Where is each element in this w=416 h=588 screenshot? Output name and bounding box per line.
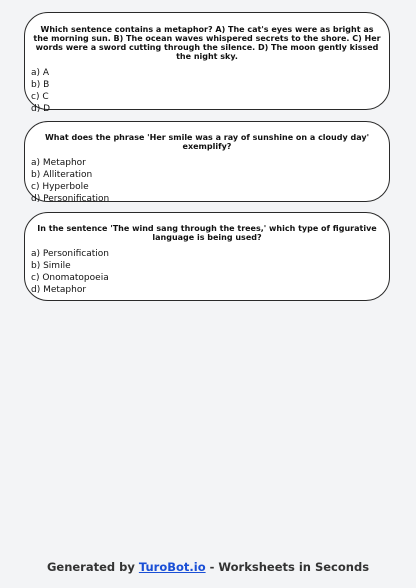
- answer-option-d: d) Personification: [31, 194, 110, 204]
- question-card-1: [24, 12, 390, 114]
- answer-option-d: d) D: [31, 104, 51, 114]
- answer-option-c: c) Hyperbole: [31, 182, 89, 192]
- question-card-3: [24, 212, 390, 301]
- question-text: In the sentence 'The wind sang through the trees,' which type of figurative language is being used?: [37, 224, 377, 242]
- answer-option-d: d) Metaphor: [31, 285, 87, 295]
- brand-link[interactable]: TuroBot.io: [138, 560, 206, 574]
- question-text: Which sentence contains a metaphor? A) The cat's eyes were as bright as the morning sun. B) The ocean waves whispered secrets to the shore. C) Her words were a sword cutting through the silence. D) The moon gently kissed the night sky.: [33, 25, 381, 61]
- answer-option-b: b) B: [31, 80, 50, 90]
- answer-option-a: a) Metaphor: [31, 158, 86, 168]
- answer-options: [31, 157, 389, 205]
- footer-prefix: Generated by: [46, 560, 139, 574]
- answer-option-b: b) Alliteration: [31, 170, 93, 180]
- answer-options: [31, 67, 389, 115]
- answer-option-c: c) C: [31, 92, 49, 102]
- answer-options: [31, 248, 389, 296]
- question-card-2: [24, 121, 390, 202]
- question-text: What does the phrase 'Her smile was a ray of sunshine on a cloudy day' exemplify?: [44, 133, 370, 151]
- footer: [0, 560, 416, 574]
- footer-suffix: - Worksheets in Seconds: [205, 560, 370, 574]
- answer-option-c: c) Onomatopoeia: [31, 273, 109, 283]
- answer-option-a: a) A: [31, 68, 50, 78]
- answer-option-b: b) Simile: [31, 261, 71, 271]
- answer-option-a: a) Personification: [31, 249, 110, 259]
